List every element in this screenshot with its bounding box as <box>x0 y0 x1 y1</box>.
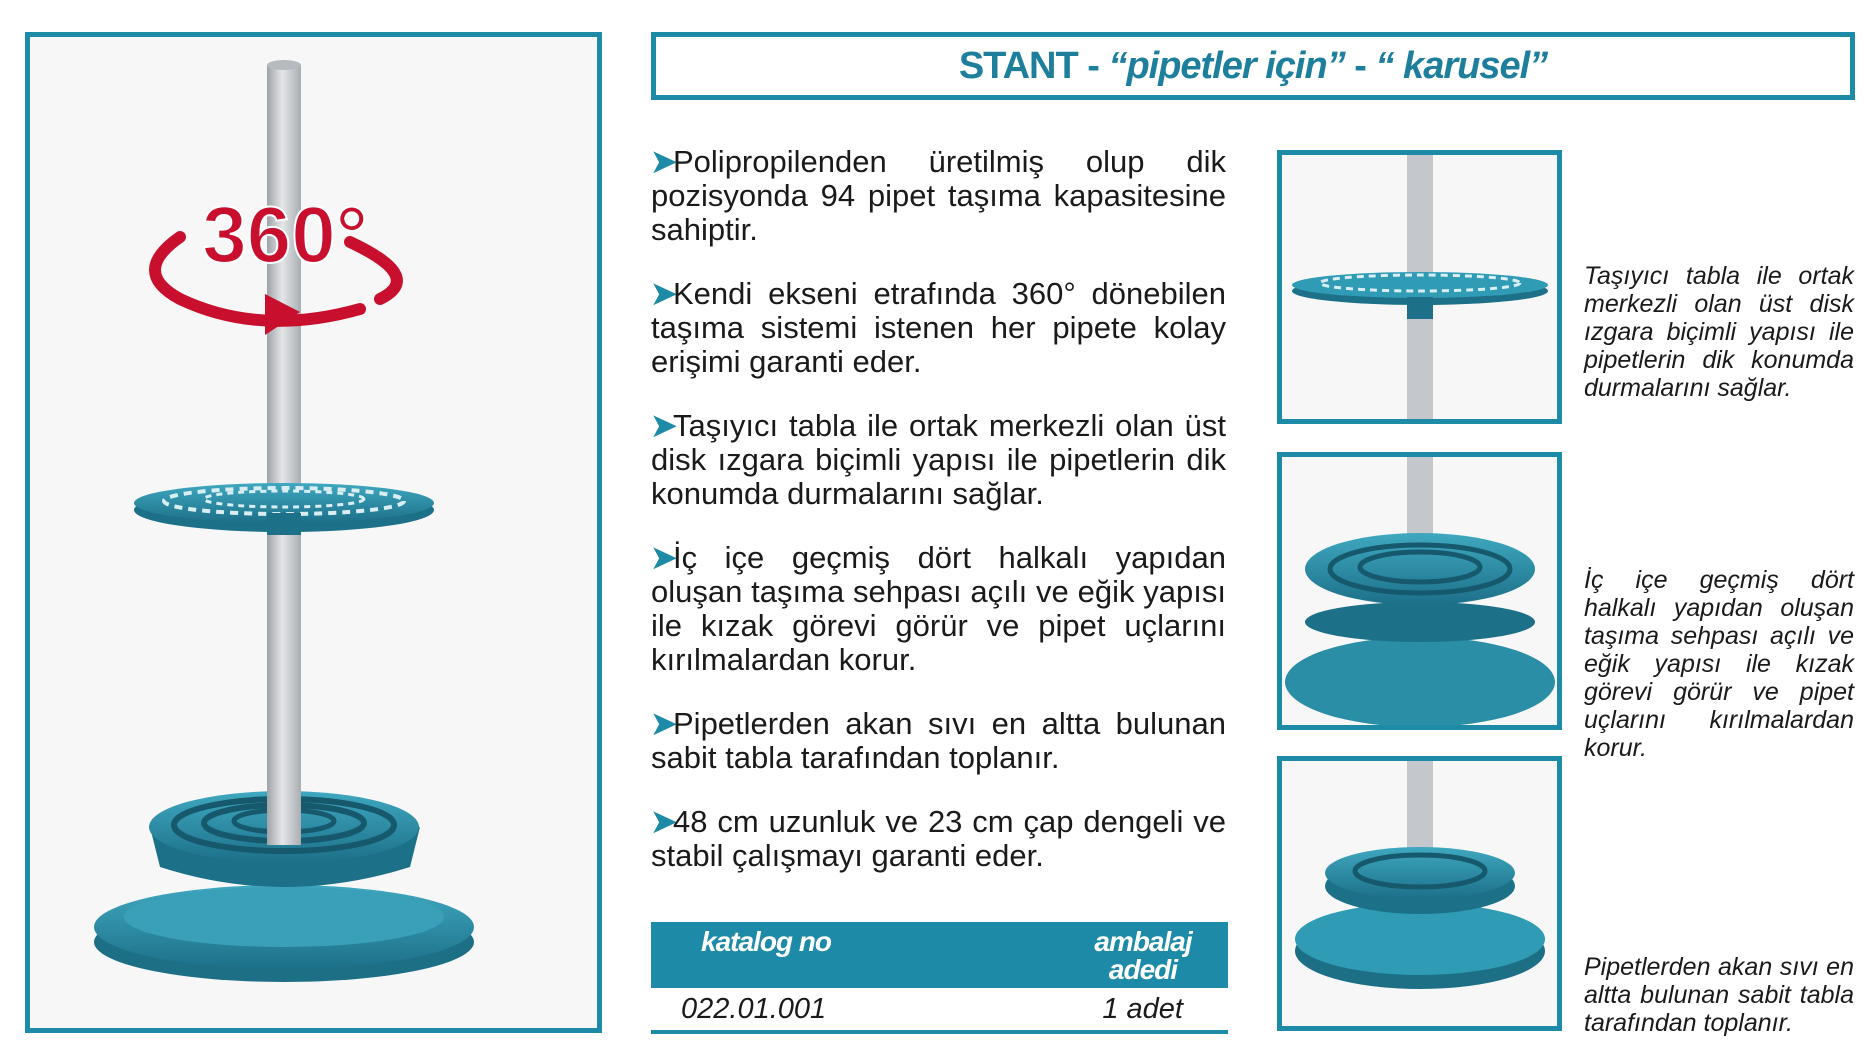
feature-item: ➤48 cm uzunluk ve 23 cm çap dengeli ve stabil çalışmayı garanti eder. <box>651 804 1226 873</box>
detail-image-base-tray <box>1277 756 1562 1031</box>
feature-list <box>651 145 1226 903</box>
feature-item: ➤Taşıyıcı tabla ile ortak merkezli olan üst disk ızgara biçimli yapısı ile pipetlerin dik konumda durmalarını sağlar. <box>651 408 1226 511</box>
header-ambalaj-adedi: ambalaj adedi <box>1094 926 1192 985</box>
cell-ambalaj-adedi: 1 adet <box>1102 993 1183 1025</box>
page-title <box>651 32 1855 100</box>
caption-rack-rings: İç içe geçmiş dört halkalı yapıdan oluşan taşıma sehpası açılı ve eğik yapısı ile kızak görevi görür ve pipet uçlarını kırılmalardan korur. <box>1584 566 1854 762</box>
detail-image-rack-rings <box>1277 452 1562 730</box>
table-row <box>651 988 1228 1034</box>
cell-katalog-no: 022.01.001 <box>681 993 827 1025</box>
pipette-carousel-illustration <box>30 37 597 1028</box>
rotation-label: 360° <box>202 190 368 279</box>
main-product-image <box>25 32 602 1033</box>
feature-item: ➤Polipropilenden üretilmiş olup dik pozisyonda 94 pipet taşıma kapasitesine sahiptir. <box>651 144 1226 247</box>
title-prefix: STANT - <box>958 44 1109 87</box>
chevron-right-icon: ➤ <box>651 276 677 311</box>
catalog-table <box>651 922 1228 1034</box>
table-header <box>651 922 1228 988</box>
title-part-1: “pipetler için” <box>1108 44 1345 87</box>
chevron-right-icon: ➤ <box>651 706 677 741</box>
caption-upper-disk: Taşıyıcı tabla ile ortak merkezli olan üst disk ızgara biçimli yapısı ile pipetlerin dik konumda durmalarını sağlar. <box>1584 262 1854 402</box>
feature-item: ➤Pipetlerden akan sıvı en altta bulunan sabit tabla tarafından toplanır. <box>651 706 1226 775</box>
chevron-right-icon: ➤ <box>651 408 677 443</box>
detail-image-upper-disk <box>1277 150 1562 424</box>
title-part-2: “ karusel” <box>1375 44 1548 87</box>
feature-item: ➤Kendi ekseni etrafında 360° dönebilen taşıma sistemi istenen her pipete kolay erişimi garanti eder. <box>651 276 1226 379</box>
chevron-right-icon: ➤ <box>651 144 677 179</box>
caption-base-tray: Pipetlerden akan sıvı en altta bulunan sabit tabla tarafından toplanır. <box>1584 953 1854 1037</box>
title-separator: - <box>1344 44 1376 87</box>
feature-item: ➤İç içe geçmiş dört halkalı yapıdan oluşan taşıma sehpası açılı ve eğik yapısı ile kızak görevi görür ve pipet uçlarını kırılmalardan korur. <box>651 540 1226 677</box>
chevron-right-icon: ➤ <box>651 540 677 575</box>
header-katalog-no: katalog no <box>701 926 832 957</box>
chevron-right-icon: ➤ <box>651 804 677 839</box>
